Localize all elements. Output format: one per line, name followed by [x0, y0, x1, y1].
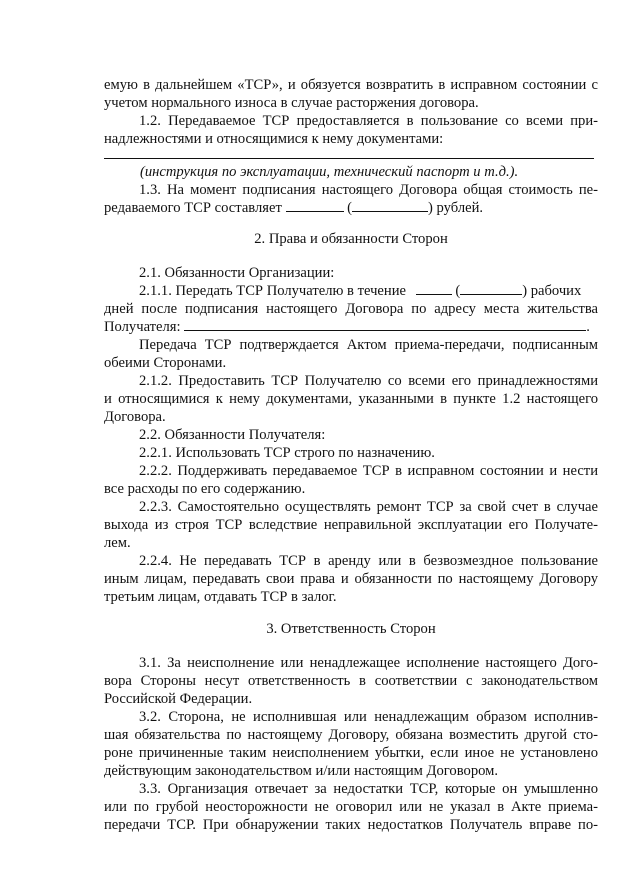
text-line: передачи ТСР. При обнаружении таких недостатков Получатель вправе по- [104, 817, 598, 833]
text-line: и относящимися к нему документами, указанными в пункте 1.2 настоящего [104, 391, 598, 407]
blank-caption: (инструкция по эксплуатации, технический паспорт и т.д.). [140, 164, 519, 180]
text-line: выхода из строя ТСР вследствие неправильной эксплуатации его Получате- [104, 517, 598, 533]
text-line: 2.2.3. Самостоятельно осуществлять ремонт ТСР за свой счет в случае [139, 499, 598, 515]
text-line: 2.2.2. Поддерживать передаваемое ТСР в исправном состоянии и нести [139, 463, 598, 479]
text-line: третьим лицам, отдавать ТСР в залог. [104, 589, 337, 605]
text-line: 1.2. Передаваемое ТСР предоставляется в пользование со всеми при- [139, 113, 598, 129]
text-line: все расходы по его содержанию. [104, 481, 306, 497]
text-fragment: ( [347, 200, 353, 216]
text-fragment: 2.1.1. Передать ТСР Получателю в течение [139, 283, 406, 299]
text-line: 2.1. Обязанности Организации: [139, 265, 335, 281]
fill-in-blank [286, 199, 344, 212]
text-line: 3.1. За неисполнение или ненадлежащее исполнение настоящего Дого- [139, 655, 598, 671]
text-line: или по грубой неосторожности не оговорил или не указал в Акте приема- [104, 799, 598, 815]
section-heading: 2. Права и обязанности Сторон [254, 231, 448, 247]
text-fragment: Получателя: [104, 319, 181, 335]
text-line: 2.2.1. Использовать ТСР строго по назначению. [139, 445, 435, 461]
text-line: роне причиненные таким неисполнением убытки, если иное не установлено [104, 745, 598, 761]
text-line-with-blanks [104, 318, 598, 336]
text-line: лем. [104, 535, 131, 551]
text-line-with-blanks [104, 199, 598, 217]
text-line: вора Стороны несут ответственность в соответствии с законодательством [104, 673, 598, 689]
text-fragment: ( [455, 283, 461, 299]
text-line: 1.3. На момент подписания настоящего Договора общая стоимость пе- [139, 182, 598, 198]
fill-in-blank [460, 282, 522, 295]
text-line: 3.3. Организация отвечает за недостатки ТСР, которые он умышленно [139, 781, 598, 797]
fill-in-blank [352, 199, 428, 212]
text-line: надлежностями и относящимися к нему документами: [104, 131, 444, 147]
text-line: Российской Федерации. [104, 691, 253, 707]
text-line: дней после подписания настоящего Договора по адресу места жительства [104, 301, 598, 317]
text-line-with-blanks [139, 282, 599, 300]
text-line: 2.2.4. Не передавать ТСР в аренду или в безвозмездное пользование [139, 553, 598, 569]
text-line: шая обязательства по настоящему Договору, обязана возместить другой сто- [104, 727, 598, 743]
text-line: 2.1.2. Предоставить ТСР Получателю со всеми его принадлежностями [139, 373, 598, 389]
text-line: действующим законодательством и/или настоящим Договором. [104, 763, 499, 779]
text-line: иным лицам, передавать свои права и обязанности по настоящему Договору [104, 571, 598, 587]
text-fragment: ) рабочих [522, 283, 582, 299]
fill-in-blank-line [104, 158, 594, 159]
text-line: учетом нормального износа в случае расторжения договора. [104, 95, 479, 111]
text-fragment: редаваемого ТСР составляет [104, 200, 282, 216]
fill-in-blank [416, 282, 452, 295]
text-line: обеими Сторонами. [104, 355, 227, 371]
section-heading: 3. Ответственность Сторон [266, 621, 436, 637]
text-line: 2.2. Обязанности Получателя: [139, 427, 326, 443]
text-fragment: ) рублей. [428, 200, 484, 216]
fill-in-blank [184, 318, 586, 331]
text-line: Передача ТСР подтверждается Актом приема-передачи, подписанным [139, 337, 598, 353]
text-line: 3.2. Сторона, не исполнившая или ненадлежащим образом исполнив- [139, 709, 598, 725]
text-line: емую в дальнейшем «ТСР», и обязуется возвратить в исправном состоянии с [104, 77, 598, 93]
text-fragment: . [586, 319, 590, 335]
text-line: Договора. [104, 409, 166, 425]
